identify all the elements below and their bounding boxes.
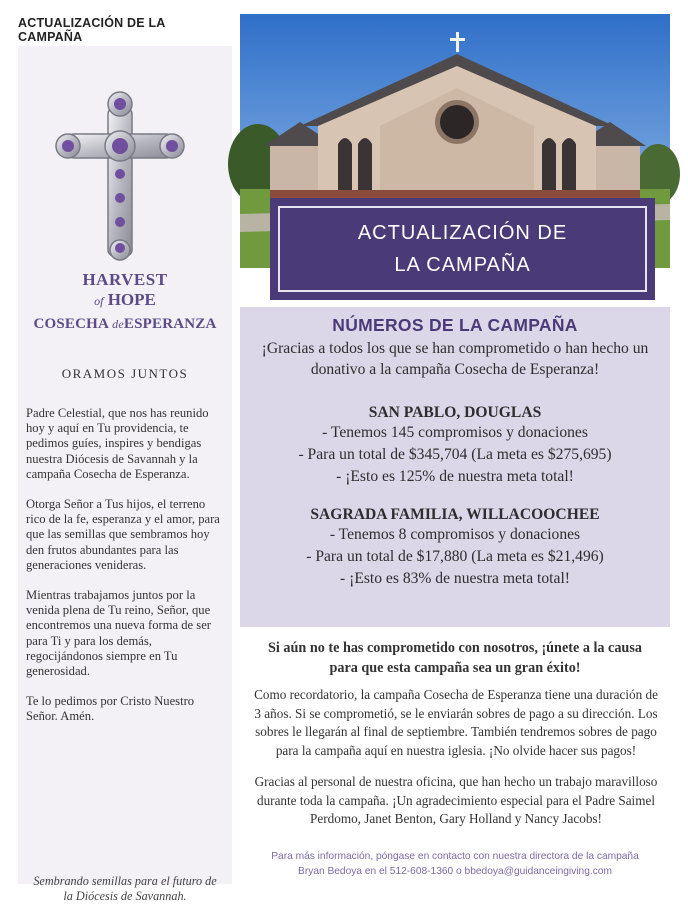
- intro-line: donativo a la campaña Cosecha de Esperanza!: [310, 361, 600, 378]
- reminder-line: sobres le llegarán al final de septiembre. También tendremos sobres de pago: [255, 724, 657, 739]
- thanks-line: durante toda la campaña. ¡Un agradecimiento especial para el Padre Saimel: [256, 792, 655, 808]
- reminder-line: 3 años. Si se comprometió, se le enviarán sobres de pago a su dirección. Los: [254, 705, 658, 721]
- title-banner: [270, 198, 655, 300]
- left-footer: [18, 874, 232, 904]
- logo-of: of: [94, 294, 104, 308]
- left-panel: [18, 46, 232, 903]
- footer-line: la Diócesis de Savannah.: [63, 889, 187, 903]
- prayer-title: ORAMOS JUNTOS: [61, 366, 189, 381]
- parish-line: - Tenemos 8 compromisos y donaciones: [329, 526, 581, 543]
- reminder-line: para la campaña aquí en nuestra iglesia. ¡No olvide hacer sus pagos!: [275, 742, 637, 758]
- call-to-action: [240, 638, 670, 678]
- prayer-text: [26, 406, 226, 740]
- reminder-text: [240, 686, 672, 760]
- logo-cosecha-text: COSECHA: [33, 316, 109, 332]
- cross-icon: [60, 90, 180, 260]
- numbers-title: NÚMEROS DE LA CAMPAÑA: [332, 315, 578, 335]
- logo-cosecha: [18, 316, 232, 333]
- parish-line: - ¡Esto es 125% de nuestra meta total!: [336, 468, 574, 485]
- parish-name: SAN PABLO, DOUGLAS: [368, 404, 542, 421]
- prayer-paragraph: Padre Celestial, que nos has reunido hoy y aquí en Tu providencia, te pedimos guíes, inspires y bendigas nuestra Diócesis de Savannah y la campaña Cosecha de Esperanza.: [26, 406, 209, 481]
- contact-line: Para más información, póngase en contacto con nuestra directora de la campaña: [271, 851, 639, 862]
- prayer-paragraph: Otorga Señor a Tus hijos, el terreno rico de la fe, esperanza y el amor, para que las semillas que sembramos hoy den frutos abundantes para las generaciones venideras.: [26, 497, 220, 572]
- thanks-line: Gracias al personal de nuestra oficina, que han hecho un trabajo maravilloso: [254, 774, 658, 789]
- reminder-line: Como recordatorio, la campaña Cosecha de Esperanza tiene una duración de: [254, 687, 658, 702]
- parish-line: - Tenemos 145 compromisos y donaciones: [322, 424, 588, 441]
- banner-title-line: LA CAMPAÑA: [394, 254, 531, 276]
- parish-name: SAGRADA FAMILIA, WILLACOOCHEE: [310, 506, 600, 523]
- left-column: [18, 14, 232, 903]
- prayer-paragraph: Mientras trabajamos juntos por la venida plena de Tu reino, Señor, que encontremos una nueva forma de ser para Ti y para los demás, regocijándonos siempre en Tu generosidad.: [26, 588, 211, 679]
- campaign-numbers-panel: [240, 307, 670, 627]
- prayer-paragraph: Te lo pedimos por Cristo Nuestro Señor. Amén.: [26, 694, 195, 724]
- logo-harvest: HARVEST: [82, 270, 168, 289]
- parish-line: - Para un total de $345,704 (La meta es $275,695): [298, 446, 612, 463]
- logo-hope-text: HOPE: [107, 290, 156, 309]
- left-header: ACTUALIZACIÓN DE LA CAMPAÑA: [18, 16, 166, 44]
- logo-hope: [18, 290, 232, 310]
- logo-de: de: [112, 317, 124, 331]
- contact-line: Bryan Bedoya en el 512-608-1360 o bbedoya@guidanceingiving.com: [298, 866, 612, 877]
- cta-line: para que esta campaña sea un gran éxito!: [329, 660, 581, 676]
- logo-esperanza-text: ESPERANZA: [123, 316, 217, 332]
- thanks-text: [240, 773, 672, 829]
- parish-line: - Para un total de $17,880 (La meta es $21,496): [306, 548, 604, 565]
- contact-info: [240, 849, 670, 879]
- intro-line: ¡Gracias a todos los que se han comprometido o han hecho un: [261, 340, 649, 357]
- parish-line: - ¡Esto es 83% de nuestra meta total!: [340, 570, 570, 587]
- thanks-line: Perdomo, Janet Benton, Gary Holland y Nancy Jacobs!: [310, 811, 602, 826]
- numbers-intro: [240, 338, 670, 380]
- banner-title-line: ACTUALIZACIÓN DE: [357, 222, 568, 244]
- cta-line: Si aún no te has comprometido con nosotros, ¡únete a la causa: [268, 640, 642, 656]
- title-banner-inner: [278, 206, 647, 292]
- footer-line: Sembrando semillas para el futuro de: [33, 874, 217, 888]
